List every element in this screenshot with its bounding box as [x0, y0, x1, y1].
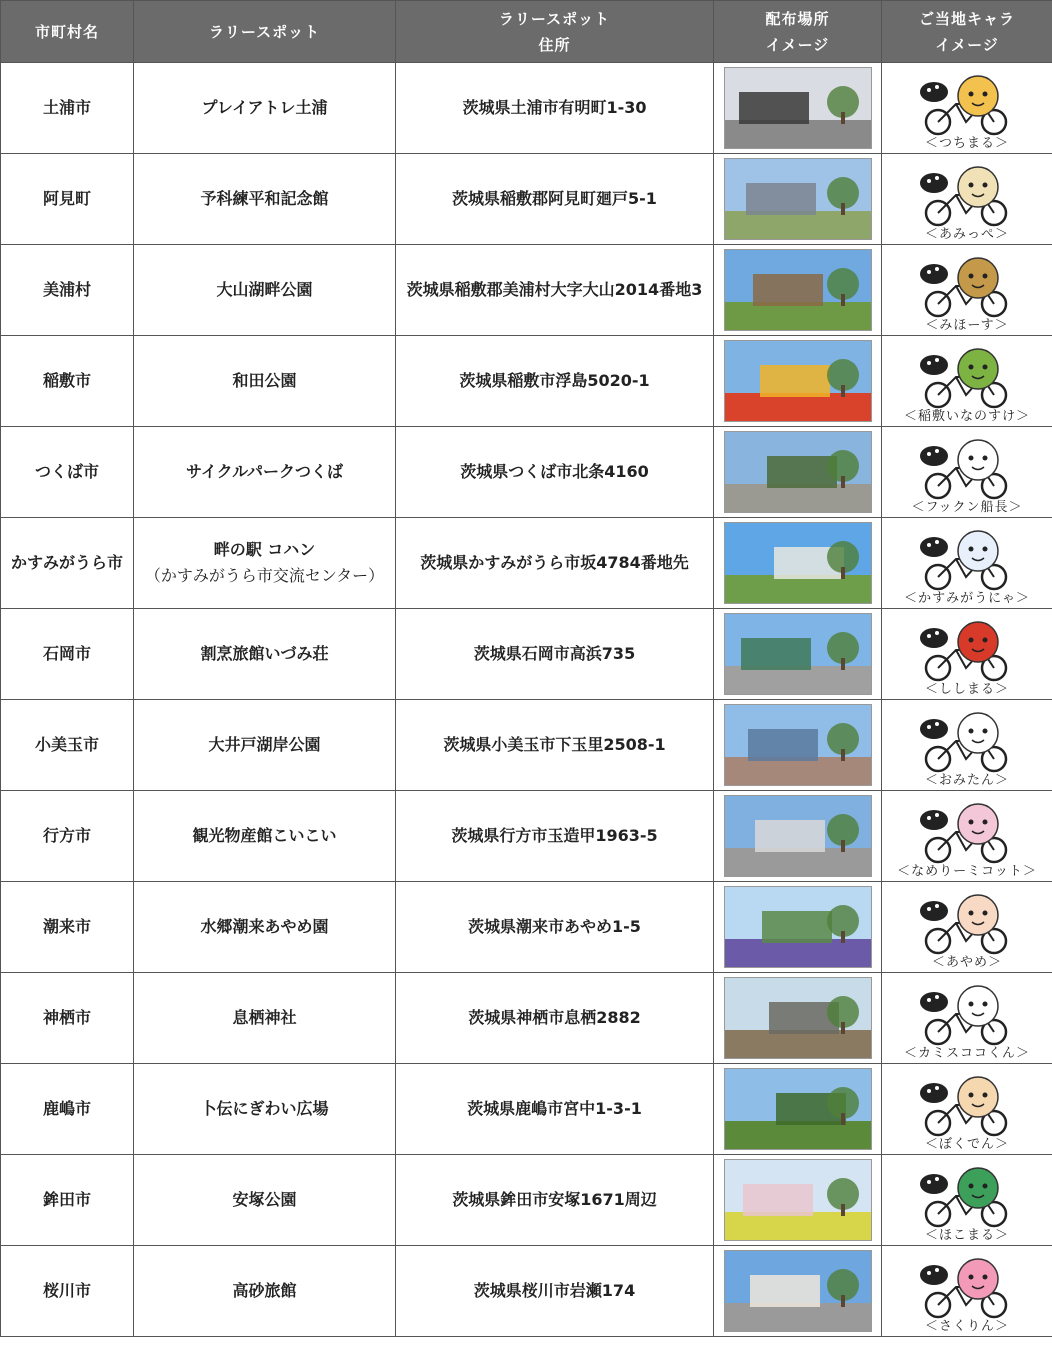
character-figure	[892, 64, 1042, 152]
cherry-blossom-photo	[724, 1159, 872, 1241]
station-building-photo	[724, 67, 872, 149]
photo-illustration	[725, 1251, 871, 1331]
photo-illustration	[725, 796, 871, 876]
spot-cell	[134, 1064, 396, 1155]
header-character-line1: ご当地キャラ	[918, 9, 1015, 28]
character-cell	[882, 1246, 1052, 1337]
spot-name: 大山湖畔公園	[216, 280, 313, 299]
character-name: ＜さくりん＞	[924, 1319, 1009, 1334]
address-text: 茨城県桜川市岩瀬174	[473, 1281, 636, 1300]
photo-cell	[714, 973, 882, 1064]
spot-name-sub: （かすみがうら市交流センター）	[144, 566, 385, 585]
header-image	[714, 1, 882, 63]
character-name: ＜ほこまる＞	[924, 1228, 1009, 1243]
character-cell	[882, 427, 1052, 518]
municipality-cell	[1, 336, 134, 427]
character-cell	[882, 1155, 1052, 1246]
address-text: 茨城県神栖市息栖2882	[468, 1008, 641, 1027]
spot-cell	[134, 245, 396, 336]
municipality-cell	[1, 882, 134, 973]
address-cell	[396, 336, 714, 427]
photo-illustration	[725, 523, 871, 603]
iris-garden-photo	[724, 886, 872, 968]
character-cell	[882, 700, 1052, 791]
photo-illustration	[725, 250, 871, 330]
spot-name: 和田公園	[232, 371, 297, 390]
character-name: ＜ぼくでん＞	[924, 1137, 1009, 1152]
header-municipality-label: 市町村名	[34, 22, 99, 41]
table-row	[1, 973, 1052, 1064]
character-name: ＜カミスココくん＞	[903, 1046, 1030, 1061]
lakeshore-park-photo	[724, 704, 872, 786]
municipality-cell	[1, 700, 134, 791]
spot-name: 水郷潮来あやめ園	[200, 917, 329, 936]
municipality-cell	[1, 791, 134, 882]
municipality-name: 阿見町	[42, 189, 91, 208]
character-name: ＜なめりーミコット＞	[897, 864, 1037, 879]
spot-name: サイクルパークつくば	[186, 462, 343, 481]
photo-illustration	[725, 432, 871, 512]
character-cell	[882, 882, 1052, 973]
character-figure	[892, 246, 1042, 334]
table-body	[1, 63, 1052, 1337]
address-cell	[396, 154, 714, 245]
character-figure	[892, 1065, 1042, 1153]
mascot-on-bicycle-icon	[912, 618, 1022, 682]
character-figure	[892, 428, 1042, 516]
character-name: ＜つちまる＞	[924, 136, 1009, 151]
table-row	[1, 700, 1052, 791]
address-text: 茨城県石岡市高浜735	[473, 644, 636, 663]
address-cell	[396, 882, 714, 973]
municipality-cell	[1, 518, 134, 609]
table-row	[1, 245, 1052, 336]
address-text: 茨城県鹿嶋市宮中1-3-1	[467, 1099, 642, 1118]
mascot-on-bicycle-icon	[912, 982, 1022, 1046]
municipality-cell	[1, 609, 134, 700]
character-cell	[882, 245, 1052, 336]
spot-cell	[134, 973, 396, 1064]
table-row	[1, 154, 1052, 245]
mascot-on-bicycle-icon	[912, 72, 1022, 136]
address-text: 茨城県鉾田市安塚1671周辺	[452, 1190, 657, 1209]
address-text: 茨城県土浦市有明町1-30	[462, 98, 647, 117]
character-cell	[882, 336, 1052, 427]
character-figure	[892, 701, 1042, 789]
municipality-cell	[1, 1155, 134, 1246]
mascot-on-bicycle-icon	[912, 800, 1022, 864]
address-text: 茨城県かすみがうら市坂4784番地先	[420, 553, 689, 572]
municipality-name: 神栖市	[42, 1008, 91, 1027]
municipality-name: 小美玉市	[34, 735, 99, 754]
spot-cell	[134, 154, 396, 245]
photo-illustration	[725, 341, 871, 421]
spot-name: プレイアトレ土浦	[201, 98, 328, 117]
character-figure	[892, 519, 1042, 607]
address-cell	[396, 791, 714, 882]
mascot-on-bicycle-icon	[912, 1073, 1022, 1137]
spot-cell	[134, 63, 396, 154]
table-row	[1, 336, 1052, 427]
address-text: 茨城県稲敷郡阿見町廻戸5-1	[452, 189, 657, 208]
table-row	[1, 1155, 1052, 1246]
header-image-line2: イメージ	[765, 35, 830, 54]
table-row	[1, 63, 1052, 154]
mascot-on-bicycle-icon	[912, 709, 1022, 773]
mascot-on-bicycle-icon	[912, 1255, 1022, 1319]
spot-cell	[134, 336, 396, 427]
table-header-row	[1, 1, 1052, 63]
municipality-cell	[1, 1246, 134, 1337]
municipality-cell	[1, 973, 134, 1064]
address-cell	[396, 1064, 714, 1155]
character-name: ＜ししまる＞	[924, 682, 1009, 697]
spot-cell	[134, 609, 396, 700]
photo-cell	[714, 518, 882, 609]
ryokan-photo	[724, 1250, 872, 1332]
photo-cell	[714, 427, 882, 518]
municipality-cell	[1, 245, 134, 336]
municipality-name: 行方市	[42, 826, 91, 845]
photo-cell	[714, 882, 882, 973]
spot-name: 割烹旅館いづみ荘	[200, 644, 329, 663]
address-cell	[396, 245, 714, 336]
municipality-name: 潮来市	[42, 917, 91, 936]
character-figure	[892, 337, 1042, 425]
table-row	[1, 609, 1052, 700]
spot-name: 安塚公園	[232, 1190, 297, 1209]
header-character	[882, 1, 1052, 63]
town-square-photo	[724, 1068, 872, 1150]
header-address	[396, 1, 714, 63]
header-image-line1: 配布場所	[765, 9, 830, 28]
address-text: 茨城県稲敷市浮島5020-1	[459, 371, 650, 390]
municipality-name: 土浦市	[42, 98, 91, 117]
address-text: 茨城県稲敷郡美浦村大字大山2014番地3	[406, 280, 703, 299]
municipality-name: 桜川市	[42, 1281, 91, 1300]
photo-illustration	[725, 68, 871, 148]
inn-photo	[724, 613, 872, 695]
mascot-on-bicycle-icon	[912, 436, 1022, 500]
lakeside-station-photo	[724, 522, 872, 604]
photo-cell	[714, 245, 882, 336]
shrine-photo	[724, 977, 872, 1059]
municipality-name: 稲敷市	[42, 371, 91, 390]
mascot-on-bicycle-icon	[912, 1164, 1022, 1228]
spot-cell	[134, 1155, 396, 1246]
address-cell	[396, 518, 714, 609]
character-name: ＜かすみがうにゃ＞	[904, 591, 1030, 606]
municipality-cell	[1, 63, 134, 154]
municipality-name: 石岡市	[42, 644, 91, 663]
spot-name: 畔の駅 コハン	[213, 540, 316, 559]
photo-cell	[714, 700, 882, 791]
spot-cell	[134, 518, 396, 609]
table-row	[1, 1064, 1052, 1155]
photo-illustration	[725, 159, 871, 239]
municipality-cell	[1, 1064, 134, 1155]
photo-cell	[714, 609, 882, 700]
character-figure	[892, 974, 1042, 1062]
spot-name: 卜伝にぎわい広場	[200, 1099, 329, 1118]
museum-photo	[724, 158, 872, 240]
spot-name: 観光物産館こいこい	[192, 826, 337, 845]
address-cell	[396, 973, 714, 1064]
tourist-center-photo	[724, 795, 872, 877]
address-cell	[396, 1155, 714, 1246]
character-cell	[882, 518, 1052, 609]
photo-illustration	[725, 614, 871, 694]
character-figure	[892, 883, 1042, 971]
photo-illustration	[725, 978, 871, 1058]
spot-name: 高砂旅館	[232, 1281, 297, 1300]
mascot-on-bicycle-icon	[912, 345, 1022, 409]
mascot-on-bicycle-icon	[912, 163, 1022, 227]
spot-cell	[134, 882, 396, 973]
character-cell	[882, 63, 1052, 154]
address-cell	[396, 427, 714, 518]
photo-cell	[714, 63, 882, 154]
municipality-name: かすみがうら市	[10, 553, 123, 572]
character-figure	[892, 155, 1042, 243]
character-figure	[892, 1247, 1042, 1335]
header-address-line2: 住所	[538, 35, 571, 54]
bike-park-photo	[724, 431, 872, 513]
photo-cell	[714, 336, 882, 427]
municipality-name: つくば市	[34, 462, 99, 481]
address-cell	[396, 63, 714, 154]
character-name: ＜フックン船長＞	[911, 500, 1023, 515]
photo-illustration	[725, 705, 871, 785]
table-row	[1, 791, 1052, 882]
header-spot-label: ラリースポット	[208, 22, 321, 41]
header-municipality	[1, 1, 134, 63]
character-name: ＜稲敷いなのすけ＞	[903, 409, 1030, 424]
photo-cell	[714, 1246, 882, 1337]
spot-cell	[134, 1246, 396, 1337]
address-text: 茨城県行方市玉造甲1963-5	[451, 826, 658, 845]
municipality-cell	[1, 427, 134, 518]
character-cell	[882, 791, 1052, 882]
spot-cell	[134, 700, 396, 791]
old-building-photo	[724, 249, 872, 331]
address-text: 茨城県つくば市北条4160	[460, 462, 649, 481]
table-row	[1, 518, 1052, 609]
mascot-on-bicycle-icon	[912, 891, 1022, 955]
municipality-name: 美浦村	[42, 280, 91, 299]
address-cell	[396, 609, 714, 700]
address-cell	[396, 1246, 714, 1337]
character-cell	[882, 609, 1052, 700]
spot-name: 息栖神社	[232, 1008, 297, 1027]
character-name: ＜おみたん＞	[924, 773, 1009, 788]
character-name: ＜あやめ＞	[931, 955, 1002, 970]
mascot-on-bicycle-icon	[912, 527, 1022, 591]
character-figure	[892, 792, 1042, 880]
character-figure	[892, 610, 1042, 698]
character-name: ＜あみっぺ＞	[924, 227, 1009, 242]
character-cell	[882, 1064, 1052, 1155]
photo-cell	[714, 1155, 882, 1246]
character-figure	[892, 1156, 1042, 1244]
photo-cell	[714, 791, 882, 882]
table-row	[1, 427, 1052, 518]
photo-illustration	[725, 1069, 871, 1149]
header-spot	[134, 1, 396, 63]
municipality-name: 鹿嶋市	[42, 1099, 91, 1118]
address-text: 茨城県小美玉市下玉里2508-1	[443, 735, 666, 754]
table-row	[1, 882, 1052, 973]
photo-cell	[714, 1064, 882, 1155]
character-cell	[882, 154, 1052, 245]
address-cell	[396, 700, 714, 791]
table-row	[1, 1246, 1052, 1337]
spot-name: 大井戸湖岸公園	[208, 735, 321, 754]
header-address-line1: ラリースポット	[498, 9, 611, 28]
character-name: ＜みほーす＞	[925, 318, 1009, 333]
address-text: 茨城県潮来市あやめ1-5	[468, 917, 641, 936]
municipality-cell	[1, 154, 134, 245]
header-character-line2: イメージ	[935, 35, 999, 54]
photo-illustration	[725, 1160, 871, 1240]
municipality-name: 鉾田市	[42, 1190, 91, 1209]
spot-name: 予科練平和記念館	[200, 189, 329, 208]
mascot-on-bicycle-icon	[912, 254, 1022, 318]
flower-field-photo	[724, 340, 872, 422]
photo-illustration	[725, 887, 871, 967]
spot-cell	[134, 427, 396, 518]
photo-cell	[714, 154, 882, 245]
character-cell	[882, 973, 1052, 1064]
spot-cell	[134, 791, 396, 882]
